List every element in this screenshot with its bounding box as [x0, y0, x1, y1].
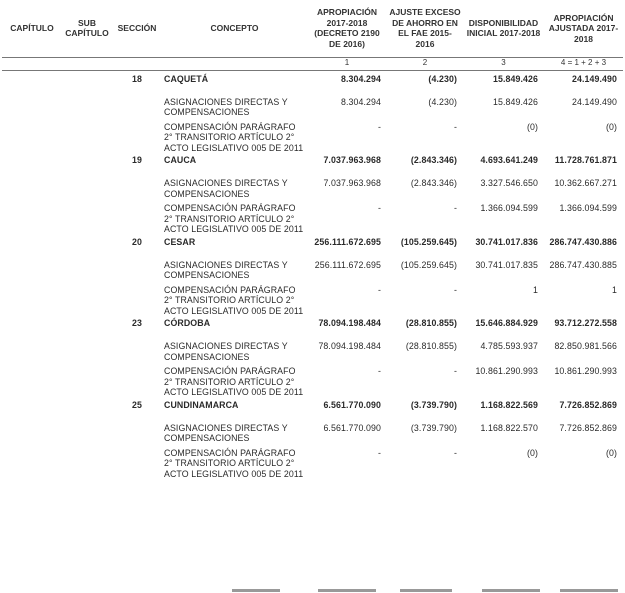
concepto-cell: ASIGNACIONES DIRECTAS Y COMPENSACIONES: [164, 178, 288, 199]
header-capitulo: CAPÍTULO: [10, 23, 54, 33]
ajustada-cell: 11.728.761.871: [554, 155, 617, 165]
ajuste-cell: (28.810.855): [405, 318, 457, 328]
ajustada-cell: 7.726.852.869: [559, 399, 617, 410]
budget-table: [2, 0, 623, 479]
concepto-cell: COMPENSACIÓN PARÁGRAFO 2° TRANSITORIO ARTÍCULO 2° ACTO LEGISLATIVO 005 DE 2011: [164, 203, 304, 234]
disponibilidad-cell: (0): [526, 121, 538, 132]
ajuste-cell: -: [453, 203, 457, 213]
ajuste-cell: -: [453, 284, 457, 295]
ajuste-cell: (3.739.790): [410, 399, 457, 410]
ajustada-cell: 93.712.272.558: [554, 318, 617, 328]
disponibilidad-cell: 30.741.017.836: [475, 236, 538, 247]
column-number-1: 1: [307, 57, 387, 70]
apropiacion-cell: -: [377, 284, 381, 295]
apropiacion-cell: 6.561.770.090: [323, 399, 381, 410]
apropiacion-cell: 78.094.198.484: [318, 341, 381, 351]
ajuste-cell: (105.259.645): [400, 236, 457, 247]
subtotal-row: [2, 255, 623, 281]
ajuste-cell: -: [453, 121, 457, 132]
column-number-4: 4 = 1 + 2 + 3: [544, 57, 623, 70]
disponibilidad-cell: (0): [526, 447, 538, 458]
ajuste-cell: (2.843.346): [410, 178, 457, 188]
ajustada-cell: 286.747.430.886: [549, 236, 617, 247]
department-row: [2, 235, 623, 255]
header-apropiacion: APROPIACIÓN 2017-2018 (DECRETO 2190 DE 2016): [314, 7, 380, 49]
header-ajustada: APROPIACIÓN AJUSTADA 2017-2018: [548, 12, 619, 44]
disponibilidad-cell: 15.849.426: [492, 96, 538, 107]
header-concepto: CONCEPTO: [210, 23, 259, 33]
header-subcapitulo: SUB CAPÍTULO: [65, 17, 109, 39]
ajustada-cell: (0): [605, 121, 617, 132]
apropiacion-cell: 256.111.672.695: [314, 236, 381, 247]
apropiacion-cell: 8.304.294: [340, 96, 381, 107]
seccion-cell: 20: [132, 236, 142, 247]
apropiacion-cell: 7.037.963.968: [323, 178, 381, 188]
concepto-cell: ASIGNACIONES DIRECTAS Y COMPENSACIONES: [164, 422, 288, 443]
apropiacion-cell: 78.094.198.484: [318, 318, 381, 328]
concepto-cell: ASIGNACIONES DIRECTAS Y COMPENSACIONES: [164, 341, 288, 362]
apropiacion-cell: 256.111.672.695: [314, 259, 381, 270]
subtotal-row: [2, 173, 623, 199]
seccion-cell: 25: [132, 399, 142, 410]
apropiacion-cell: -: [377, 203, 381, 213]
ajuste-cell: (28.810.855): [405, 341, 457, 351]
compensation-row: [2, 118, 623, 154]
disponibilidad-cell: 1: [533, 284, 538, 295]
apropiacion-cell: -: [377, 366, 381, 376]
ajuste-cell: (2.843.346): [410, 155, 457, 165]
disponibilidad-cell: 4.785.593.937: [480, 341, 538, 351]
ajuste-cell: -: [453, 366, 457, 376]
header-ajuste: AJUSTE EXCESO DE AHORRO EN EL FAE 2015-2016: [389, 7, 461, 49]
department-row: [2, 153, 623, 173]
column-number-row: [2, 57, 623, 70]
compensation-row: [2, 281, 623, 317]
ajuste-cell: (105.259.645): [400, 259, 457, 270]
ajustada-cell: 82.850.981.566: [554, 341, 617, 351]
apropiacion-cell: -: [377, 447, 381, 458]
ajustada-cell: 1: [612, 284, 617, 295]
ajustada-cell: 10.362.667.271: [554, 178, 617, 188]
concepto-cell: CÓRDOBA: [164, 318, 211, 328]
ajustada-cell: 286.747.430.885: [549, 259, 617, 270]
department-row: [2, 398, 623, 418]
apropiacion-cell: -: [377, 121, 381, 132]
disponibilidad-cell: 4.693.641.249: [480, 155, 538, 165]
ajustada-cell: 24.149.490: [571, 96, 617, 107]
column-number-3: 3: [463, 57, 544, 70]
concepto-cell: ASIGNACIONES DIRECTAS Y COMPENSACIONES: [164, 259, 288, 280]
ajuste-cell: (4.230): [428, 73, 457, 84]
concepto-cell: ASIGNACIONES DIRECTAS Y COMPENSACIONES: [164, 96, 288, 117]
disponibilidad-cell: 10.861.290.993: [475, 366, 538, 376]
disponibilidad-cell: 1.168.822.570: [480, 422, 538, 433]
header-disponibilidad: DISPONIBILIDAD INICIAL 2017-2018: [466, 17, 541, 39]
department-row: [2, 70, 623, 92]
header-row: [2, 0, 623, 57]
compensation-row: [2, 444, 623, 480]
seccion-cell: 23: [132, 318, 142, 328]
ajustada-cell: 1.366.094.599: [559, 203, 617, 213]
disponibilidad-cell: 1.366.094.599: [480, 203, 538, 213]
disponibilidad-cell: 3.327.546.650: [480, 178, 538, 188]
seccion-cell: 19: [132, 155, 142, 165]
concepto-cell: CESAR: [164, 236, 196, 247]
disponibilidad-cell: 15.849.426: [492, 73, 538, 84]
disponibilidad-cell: 15.646.884.929: [475, 318, 538, 328]
ajuste-cell: (4.230): [428, 96, 457, 107]
department-row: [2, 316, 623, 336]
concepto-cell: CUNDINAMARCA: [164, 399, 239, 410]
concepto-cell: COMPENSACIÓN PARÁGRAFO 2° TRANSITORIO ARTÍCULO 2° ACTO LEGISLATIVO 005 DE 2011: [164, 284, 304, 316]
subtotal-row: [2, 92, 623, 118]
ajustada-cell: 7.726.852.869: [559, 422, 617, 433]
disponibilidad-cell: 1.168.822.569: [480, 399, 538, 410]
seccion-cell: 18: [132, 73, 142, 84]
ajustada-cell: 24.149.490: [571, 73, 617, 84]
apropiacion-cell: 7.037.963.968: [323, 155, 381, 165]
compensation-row: [2, 199, 623, 235]
concepto-cell: COMPENSACIÓN PARÁGRAFO 2° TRANSITORIO ARTÍCULO 2° ACTO LEGISLATIVO 005 DE 2011: [164, 447, 304, 479]
concepto-cell: CAQUETÁ: [164, 73, 209, 84]
column-number-2: 2: [387, 57, 463, 70]
apropiacion-cell: 6.561.770.090: [323, 422, 381, 433]
ajustada-cell: (0): [605, 447, 617, 458]
ajuste-cell: -: [453, 447, 457, 458]
header-seccion: SECCIÓN: [117, 23, 157, 33]
subtotal-row: [2, 336, 623, 362]
apropiacion-cell: 8.304.294: [340, 73, 381, 84]
disponibilidad-cell: 30.741.017.835: [475, 259, 538, 270]
ajuste-cell: (3.739.790): [410, 422, 457, 433]
concepto-cell: CAUCA: [164, 155, 197, 165]
concepto-cell: COMPENSACIÓN PARÁGRAFO 2° TRANSITORIO ARTÍCULO 2° ACTO LEGISLATIVO 005 DE 2011: [164, 121, 304, 153]
concepto-cell: COMPENSACIÓN PARÁGRAFO 2° TRANSITORIO ARTÍCULO 2° ACTO LEGISLATIVO 005 DE 2011: [164, 366, 304, 397]
ajustada-cell: 10.861.290.993: [554, 366, 617, 376]
subtotal-row: [2, 418, 623, 444]
compensation-row: [2, 362, 623, 398]
table-body: [2, 70, 623, 479]
page-cut-edge: [0, 586, 625, 593]
